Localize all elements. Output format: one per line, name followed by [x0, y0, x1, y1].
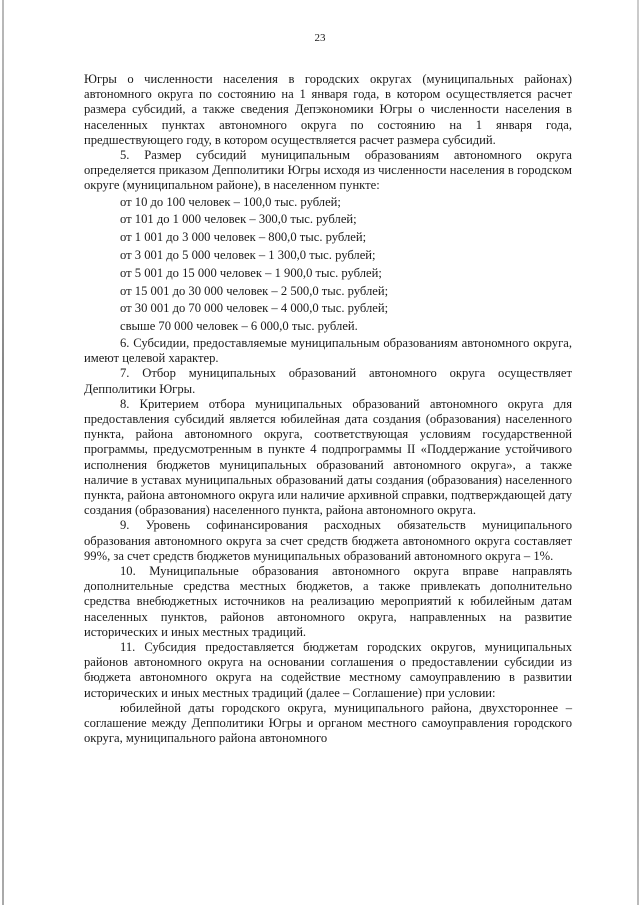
scan-edge-left	[2, 0, 4, 905]
paragraph-6: 6. Субсидии, предоставляемые муниципальным образованиям автономного округа, имеют целевой характер.	[84, 336, 572, 366]
paragraph-11-condition: юбилейной даты городского округа, муниципального района, двухстороннее – соглашение между Депполитики Югры и органом местного самоуправления городского округа, муниципального района автономного	[84, 700, 572, 746]
tier-item: от 10 до 100 человек – 100,0 тыс. рублей;	[120, 194, 341, 209]
paragraph-8: 8. Критерием отбора муниципальных образований автономного округа для предоставления субсидий является юбилейная дата создания (образования) населенного пункта, района автономного округа, соответствующая условиям государственной программы, предусмотренным в пункте 4 подпрограммы II «Поддержание устойчивого исполнения бюджетов муниципальных образований автономного округа», а также наличие в уставах муниципальных образований даты создания (образования) населенного пункта, района автономного округа или наличие архивной справки, подтверждающей дату создания (образования) населенного пункта, района автономного округа.	[84, 396, 572, 518]
tier-item: от 101 до 1 000 человек – 300,0 тыс. рублей;	[120, 212, 357, 227]
tier-item: от 3 001 до 5 000 человек – 1 300,0 тыс. рублей;	[120, 248, 376, 263]
paragraph-continuation: Югры о численности населения в городских округах (муниципальных районах) автономного округа по состоянию на 1 января года, в котором осуществляется расчет размера субсидий, а также сведения Депэкономики Югры о численности населения в населенных пунктах автономного округа по состоянию на 1 января года, предшествующего году, в котором осуществляется расчет размера субсидий.	[84, 72, 572, 147]
tier-item: от 30 001 до 70 000 человек – 4 000,0 тыс. рублей;	[120, 301, 389, 316]
page-number: 23	[314, 32, 326, 44]
tier-item: от 1 001 до 3 000 человек – 800,0 тыс. рублей;	[120, 230, 367, 245]
tier-item: свыше 70 000 человек – 6 000,0 тыс. рублей.	[120, 319, 358, 334]
document-body	[84, 72, 572, 746]
tier-item: от 15 001 до 30 000 человек – 2 500,0 тыс. рублей;	[120, 283, 389, 298]
paragraph-9: 9. Уровень софинансирования расходных обязательств муниципального образования автономного округа за счет средств бюджета автономного округа составляет 99%, за счет средств бюджетов муниципальных образований автономного округа – 1%.	[84, 518, 572, 563]
subsidy-tier-list	[84, 194, 572, 336]
paragraph-11: 11. Субсидия предоставляется бюджетам городских округов, муниципальных районов автономного округа на основании соглашения о предоставлении субсидии из бюджета автономного округа на содействие местному самоуправлению в развитии исторических и иных местных традиций (далее – Соглашение) при условии:	[84, 640, 572, 700]
paragraph-10: 10. Муниципальные образования автономного округа вправе направлять дополнительные средства местных бюджетов, а также привлекать дополнительно средства внебюджетных источников на реализацию мероприятий к юбилейным датам населенных пунктов, районов автономного округа, направленных на развитие исторических и иных местных традиций.	[84, 564, 572, 639]
paragraph-7: 7. Отбор муниципальных образований автономного округа осуществляет Депполитики Югры.	[84, 366, 572, 396]
scan-edge-right	[637, 0, 639, 905]
tier-item: от 5 001 до 15 000 человек – 1 900,0 тыс. рублей;	[120, 265, 382, 280]
paragraph-5: 5. Размер субсидий муниципальным образованиям автономного округа определяется приказом Депполитики Югры исходя из численности населения в городском округе (муниципальном районе), в населенном пункте:	[84, 148, 572, 193]
